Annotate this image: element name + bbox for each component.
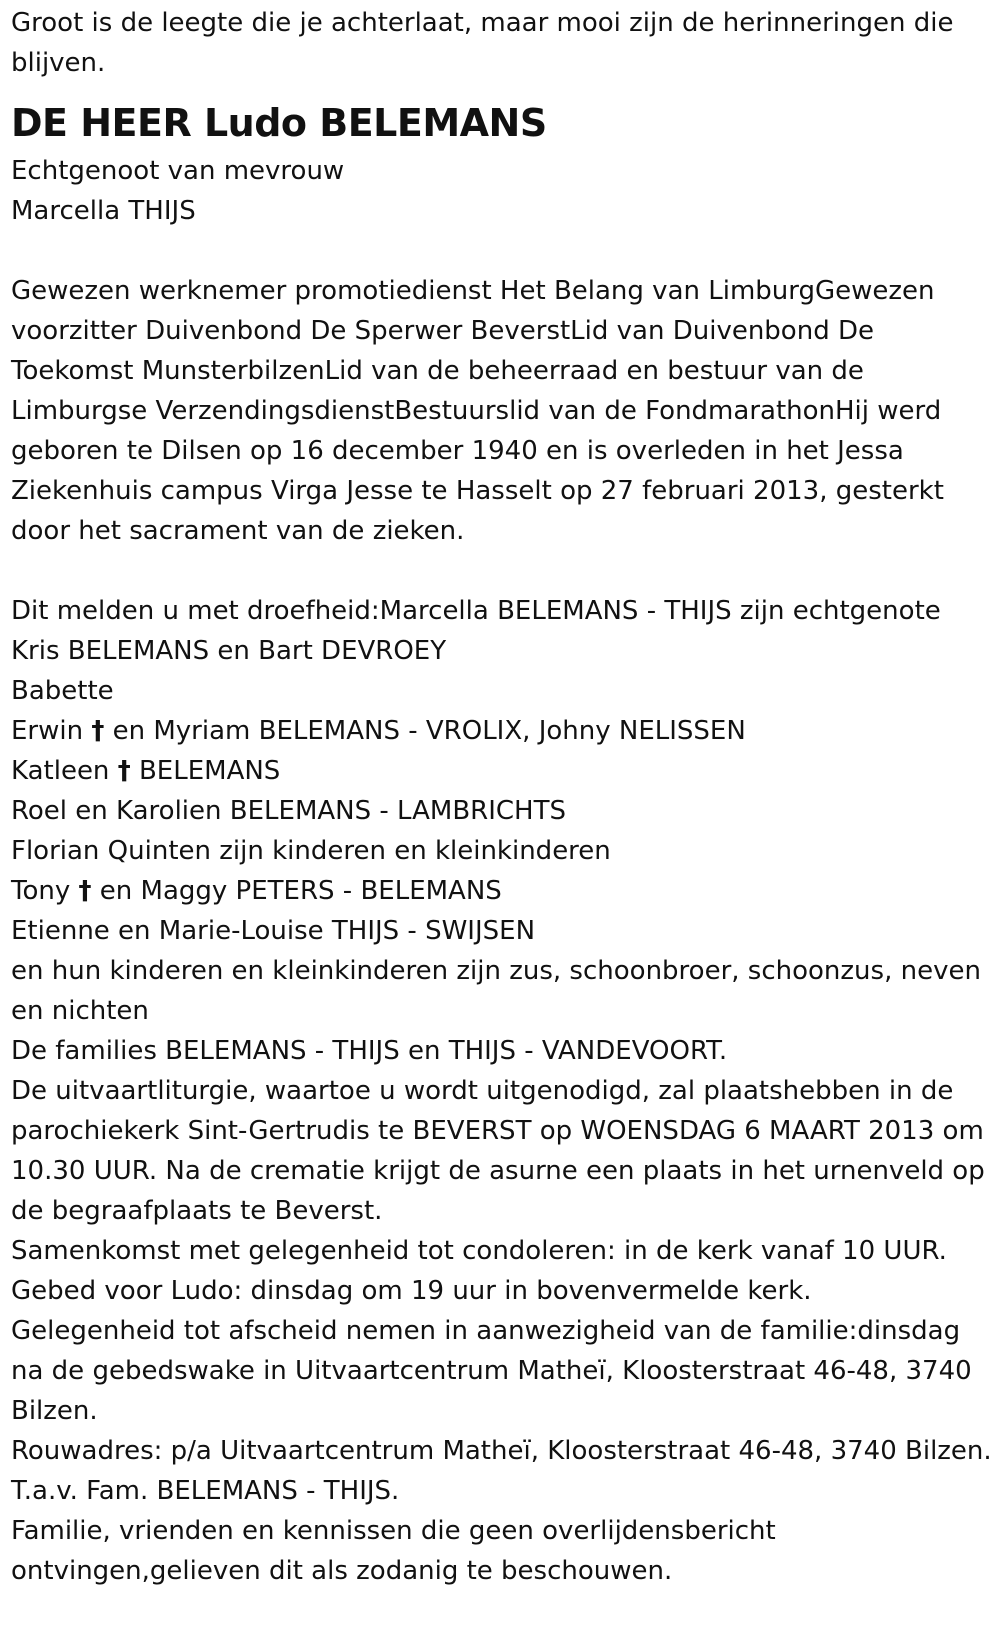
member-rest: en Maggy PETERS - BELEMANS (99, 876, 502, 906)
mourning-address: Rouwadres: p/a Uitvaartcentrum Matheï, Kloosterstraat 46-48, 3740 Bilzen. T.a.v. Fam. BELEMANS - THIJS. (11, 1436, 992, 1506)
family-member: Babette (11, 676, 114, 706)
member-name: Erwin (11, 716, 84, 746)
relatives-line: en hun kinderen en kleinkinderen zijn zus, schoonbroer, schoonzus, neven en nichten (11, 956, 981, 1026)
prayer-info: Gebed voor Ludo: dinsdag om 19 uur in bovenvermelde kerk. (11, 1276, 812, 1306)
member-rest: en Myriam BELEMANS - VROLIX, Johny NELISSEN (112, 716, 746, 746)
deceased-name: DE HEER Ludo BELEMANS (11, 101, 547, 145)
family-member (11, 751, 996, 791)
cross-icon: † (78, 876, 92, 906)
spacer (11, 231, 996, 271)
farewell-info: Gelegenheid tot afscheid nemen in aanwezigheid van de familie:dinsdag na de gebedswake in Uitvaartcentrum Matheï, Kloosterstraat 46-48, 3740 Bilzen. (11, 1316, 972, 1426)
member-name: Katleen (11, 756, 110, 786)
family-list (11, 591, 996, 1071)
spouse-line: Echtgenoot van mevrouw (11, 156, 345, 186)
spouse-name: Marcella THIJS (11, 196, 196, 226)
families-line: De families BELEMANS - THIJS en THIJS - VANDEVOORT. (11, 1036, 728, 1066)
family-member (11, 711, 996, 751)
cross-icon: † (91, 716, 105, 746)
biography: Gewezen werknemer promotiedienst Het Belang van LimburgGewezen voorzitter Duivenbond De Sperwer BeverstLid van Duivenbond De Toekomst MunsterbilzenLid van de beheerraad en bestuur van de Limburgse VerzendingsdienstBestuurslid van de FondmarathonHij werd geboren te Dilsen op 16 december 1940 en is overleden in het Jessa Ziekenhuis campus Virga Jesse te Hasselt op 27 februari 2013, gesterkt door het sacrament van de zieken. (11, 276, 944, 546)
family-member: Roel en Karolien BELEMANS - LAMBRICHTS (11, 796, 566, 826)
family-intro: Dit melden u met droefheid:Marcella BELEMANS - THIJS zijn echtgenote (11, 596, 941, 626)
memorial-quote: Groot is de leegte die je achterlaat, maar mooi zijn de herinneringen die blijven. (11, 8, 954, 78)
closing-notice: Familie, vrienden en kennissen die geen overlijdensbericht ontvingen,gelieven dit als zodanig te beschouwen. (11, 1516, 776, 1586)
condolence-info: Samenkomst met gelegenheid tot condoleren: in de kerk vanaf 10 UUR. (11, 1236, 947, 1266)
spacer (11, 551, 996, 591)
spouse-block (11, 151, 996, 231)
ceremony-details (11, 1071, 996, 1591)
cross-icon: † (117, 756, 131, 786)
family-member: Kris BELEMANS en Bart DEVROEY (11, 636, 447, 666)
family-member (11, 871, 996, 911)
family-member: Etienne en Marie-Louise THIJS - SWIJSEN (11, 916, 536, 946)
family-member: Florian Quinten zijn kinderen en kleinkinderen (11, 836, 611, 866)
liturgy-info: De uitvaartliturgie, waartoe u wordt uitgenodigd, zal plaatshebben in de parochiekerk Sint-Gertrudis te BEVERST op WOENSDAG 6 MAART 2013 om 10.30 UUR. Na de crematie krijgt de asurne een plaats in het urnenveld op de begraafplaats te Beverst. (11, 1076, 985, 1226)
member-name: Tony (11, 876, 71, 906)
member-rest: BELEMANS (138, 756, 281, 786)
obituary-notice (11, 3, 996, 1591)
